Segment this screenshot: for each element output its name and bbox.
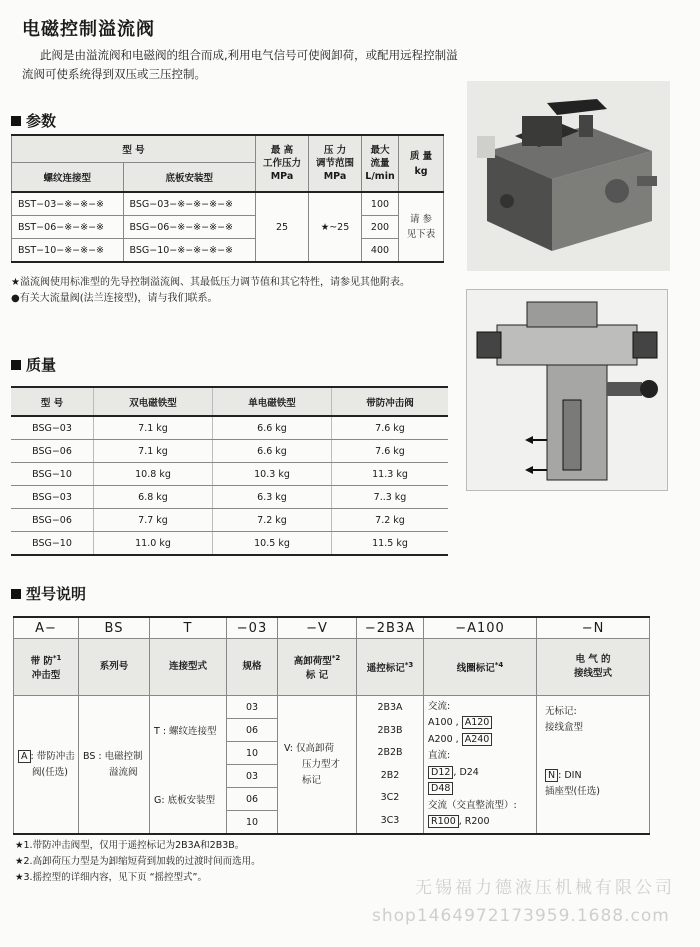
params-adj-cell: ★~25 (309, 192, 362, 262)
intro-paragraph: 此阀是由溢流阀和电磁阀的组合而成,利用电气信号可使阀卸荷，或配用远程控制溢流阀可使系统得到双压或三压控制。 (22, 48, 458, 81)
model-note: ★3.摇控型的详细内容，见下页 “摇控型式”。 (15, 872, 207, 883)
params-h-adj: 压 力 调节范围 MPa (309, 135, 362, 192)
model-code: −V (278, 617, 357, 639)
params-plate-cell: BSG−03−※−※−※−※ (123, 192, 255, 216)
watermark-shop: shop1464972173959.1688.com (372, 906, 670, 926)
valve-section-drawing (466, 289, 668, 491)
model-code: −N (537, 617, 650, 639)
params-plate-cell: BSG−06−※−※−※−※ (123, 216, 255, 239)
mass-table (11, 386, 448, 556)
table-row: BSG−06 7.7 kg 7.2 kg 7.2 kg (11, 509, 448, 532)
mass-header-single: 单电磁铁型 (213, 387, 332, 416)
section-params-label: 参数 (26, 112, 57, 130)
model-code: −2B3A (357, 617, 424, 639)
params-thread-cell: BST−06−※−※−※ (12, 216, 124, 239)
params-mass-note: 请 参 见下表 (399, 192, 444, 262)
section-mass-heading (11, 354, 56, 375)
model-cell-electric: 无标记: 接线盒型 N : DIN 插座型(任选) (537, 696, 650, 835)
model-size-cell: 03 (227, 696, 278, 719)
model-note: ★1.带防冲击阀型，仅用于遥控标记为2B3A和2B3B。 (15, 840, 245, 851)
table-row: BSG−06 7.1 kg 6.6 kg 7.6 kg (11, 440, 448, 463)
model-cell-remote: 2B3A 2B3B 2B2B 2B2 3C2 3C3 (357, 696, 424, 835)
model-head-shock: 带 防$^{*1}$ 冲击型 (14, 639, 79, 696)
params-maxp-cell: 25 (256, 192, 309, 262)
params-h-mass: 质 量 kg (399, 135, 444, 192)
valve-photo (467, 81, 670, 271)
model-code: −03 (227, 617, 278, 639)
params-thread-cell: BST−03−※−※−※ (12, 192, 124, 216)
params-notes (11, 275, 451, 307)
params-note: ●有关大流量阀(法兰连接型)，请与我们联系。 (11, 293, 218, 304)
model-head-remote: 遥控标记$^{*3}$ (357, 639, 424, 696)
model-notes (15, 838, 261, 886)
model-head-size: 规格 (227, 639, 278, 696)
params-h-plate: 底板安装型 (123, 163, 255, 193)
params-note: ★溢流阀使用标准型的先导控制溢流阀、其最低压力调节值和其它特性，请参见其他附表。 (11, 277, 410, 288)
page-title: 电磁控制溢流阀 (22, 19, 155, 40)
params-h-model: 型 号 (12, 135, 256, 163)
params-flow-cell: 400 (362, 239, 399, 263)
table-row: BSG−10 11.0 kg 10.5 kg 11.5 kg (11, 532, 448, 556)
model-code: −A100 (424, 617, 537, 639)
section-marker-icon (11, 116, 21, 126)
section-marker-icon (11, 360, 21, 370)
mass-header-shock: 带防冲击阀 (332, 387, 449, 416)
params-flow-cell: 100 (362, 192, 399, 216)
table-row: BSG−03 6.8 kg 6.3 kg 7..3 kg (11, 486, 448, 509)
section-model-heading (11, 583, 86, 604)
model-cell-highvent: V: 仅高卸荷 压力型才 标记 (278, 696, 357, 835)
params-table (11, 134, 444, 263)
watermark-company: 无锡福力德液压机械有限公司 (415, 878, 675, 898)
mass-header-model: 型 号 (11, 387, 94, 416)
params-h-flow: 最大 流量 L/min (362, 135, 399, 192)
model-head-electric: 电 气 的 接线型式 (537, 639, 650, 696)
model-size-cell: 06 (227, 788, 278, 811)
section-mass-label: 质量 (26, 356, 57, 374)
params-flow-cell: 200 (362, 216, 399, 239)
model-head-connection: 连接型式 (150, 639, 227, 696)
model-size-cell: 10 (227, 811, 278, 835)
model-code: A− (14, 617, 79, 639)
model-size-cell: 06 (227, 719, 278, 742)
model-head-highvent: 高卸荷型$^{*2}$ 标 记 (278, 639, 357, 696)
section-params-heading (11, 110, 56, 131)
table-row: BSG−03 7.1 kg 6.6 kg 7.6 kg (11, 416, 448, 440)
table-row: BSG−10 10.8 kg 10.3 kg 11.3 kg (11, 463, 448, 486)
model-size-cell: 03 (227, 765, 278, 788)
section-marker-icon (11, 589, 21, 599)
model-cell-shock: A : 带防冲击 阀(任选) (14, 696, 79, 835)
params-plate-cell: BSG−10−※−※−※−※ (123, 239, 255, 263)
mass-header-double: 双电磁铁型 (94, 387, 213, 416)
params-thread-cell: BST−10−※−※−※ (12, 239, 124, 263)
model-note: ★2.高卸荷压力型是为卸缩短荷到加载的过渡时间而选用。 (15, 856, 261, 867)
model-table (13, 616, 650, 835)
model-cell-coil: 交流: A100 , A120 A200 , A240 直流: D12 , D24 D48 交流（交直整流型）: R100 , R200 (424, 696, 537, 835)
section-model-label: 型号说明 (26, 585, 87, 603)
model-size-cell: 10 (227, 742, 278, 765)
params-h-thread: 螺纹连接型 (12, 163, 124, 193)
params-h-maxp: 最 高 工作压力 MPa (256, 135, 309, 192)
model-code: T (150, 617, 227, 639)
model-code: BS (79, 617, 150, 639)
model-cell-conn-g: G: 底板安装型 (150, 765, 227, 835)
model-cell-conn-t: T : 螺纹连接型 (150, 696, 227, 765)
model-cell-series: BS : 电磁控制 溢流阀 (79, 696, 150, 835)
model-head-coil: 线圈标记$^{*4}$ (424, 639, 537, 696)
model-head-series: 系列号 (79, 639, 150, 696)
